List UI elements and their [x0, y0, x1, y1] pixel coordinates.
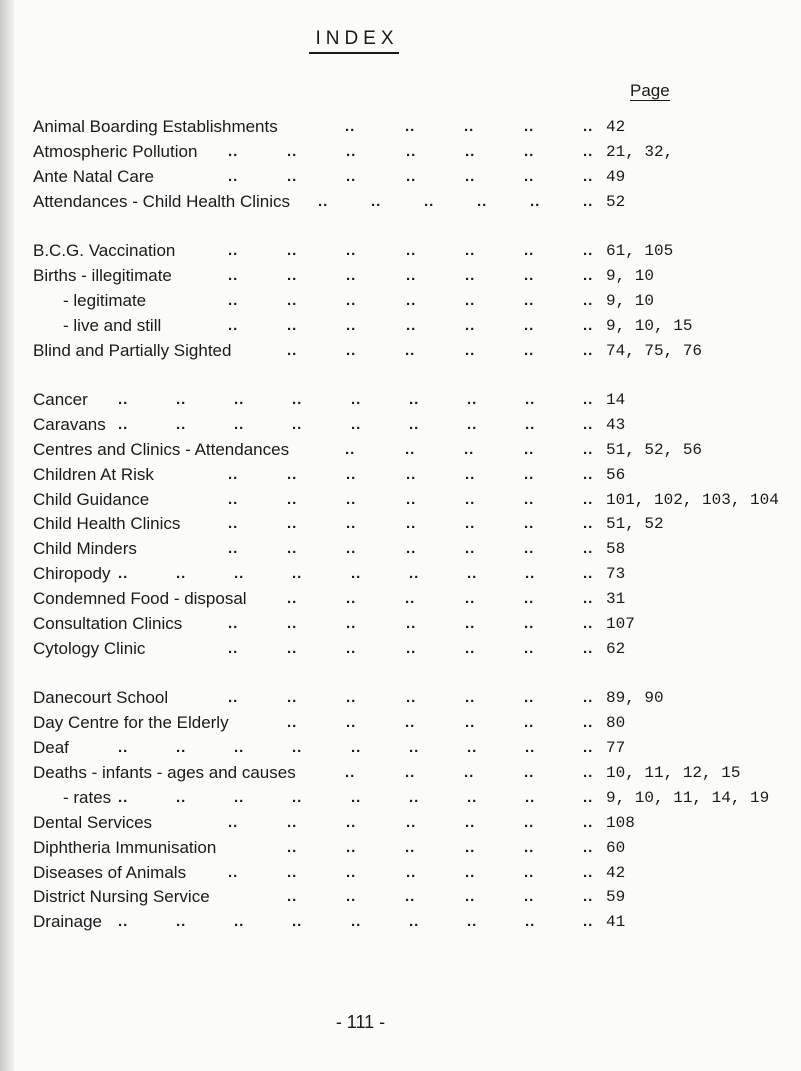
- page-column-label: Page: [630, 81, 670, 100]
- index-entry-term: Cytology Clinic: [33, 638, 146, 658]
- index-entry-term: - live and still: [63, 315, 162, 335]
- page-number-footer: - 111 -: [335, 1012, 386, 1032]
- index-entry-pages: 14: [606, 391, 626, 410]
- index-entry-pages: 9, 10, 15: [606, 316, 693, 335]
- index-entry-term: Children At Risk: [33, 464, 154, 484]
- index-entry-term: Ante Natal Care: [33, 166, 154, 186]
- index-entry-term: B.C.G. Vaccination: [33, 241, 176, 261]
- index-entry: District Nursing Service .. .. .. .. .. .. 59: [0, 885, 801, 910]
- index-entry: Chiropody .. .. .. .. .. .. .. .. .. 73: [0, 562, 801, 587]
- index-entry-pages: 62: [606, 639, 626, 658]
- index-entry-term: Drainage: [33, 912, 102, 932]
- index-entry-pages: 51, 52: [606, 515, 664, 534]
- index-entry-term: District Nursing Service: [33, 887, 210, 907]
- index-entry: Atmospheric Pollution .. .. .. .. .. .. .. 21, 32,: [0, 140, 801, 165]
- index-entry: Child Minders .. .. .. .. .. .. .. 58: [0, 537, 801, 562]
- index-entry-pages: 58: [606, 540, 626, 559]
- index-entry-pages: 73: [606, 565, 626, 584]
- index-entry-pages: 108: [606, 813, 635, 832]
- index-entry: Ante Natal Care .. .. .. .. .. .. .. 49: [0, 165, 801, 190]
- index-entry-term: Chiropody: [33, 564, 111, 584]
- index-entry: Blind and Partially Sighted .. .. .. .. .. .. 74, 75, 76: [0, 339, 801, 364]
- index-entry-pages: 60: [606, 838, 626, 857]
- index-heading: [4, 28, 704, 54]
- index-entry-term: Diseases of Animals: [33, 862, 187, 882]
- index-entry-pages: 80: [606, 714, 626, 733]
- index-entry-pages: 52: [606, 192, 626, 211]
- index-entry: Danecourt School .. .. .. .. .. .. .. 89, 90: [0, 686, 801, 711]
- index-entry-term: - legitimate: [63, 290, 147, 310]
- index-entry-pages: 21, 32,: [606, 142, 674, 161]
- index-entry: Cytology Clinic .. .. .. .. .. .. .. 62: [0, 637, 801, 662]
- index-entry-pages: 59: [606, 888, 626, 907]
- index-entry-pages: 42: [606, 118, 626, 136]
- index-entry: Consultation Clinics .. .. .. .. .. .. .. 107: [0, 612, 801, 637]
- index-entry-pages: 9, 10: [606, 291, 655, 310]
- index-entry: Child Health Clinics .. .. .. .. .. .. .. 51, 52: [0, 512, 801, 537]
- index-entry-pages: 10, 11, 12, 15: [606, 763, 741, 782]
- index-entry-pages: 61, 105: [606, 242, 674, 261]
- index-entry-term: Animal Boarding Establishments: [33, 117, 278, 136]
- index-entry: B.C.G. Vaccination .. .. .. .. .. .. .. 61, 105: [0, 239, 801, 264]
- index-entry-pages: 77: [606, 739, 626, 758]
- index-entry-pages: 49: [606, 167, 626, 186]
- index-entry-term: Attendances - Child Health Clinics: [33, 191, 291, 211]
- index-entry: Children At Risk .. .. .. .. .. .. .. 56: [0, 463, 801, 488]
- index-entry: Centres and Clinics - Attendances .. .. .. .. .. 51, 52, 56: [0, 438, 801, 463]
- index-entry: Births - illegitimate .. .. .. .. .. .. .. 9, 10: [0, 264, 801, 289]
- index-entry: Dental Services .. .. .. .. .. .. .. 108: [0, 811, 801, 836]
- index-entry-term: Day Centre for the Elderly: [33, 713, 229, 733]
- index-entry-pages: 9, 10, 11, 14, 19: [606, 788, 770, 807]
- index-entries-list: [0, 115, 801, 935]
- index-entry: Condemned Food - disposal .. .. .. .. .. .. 31: [0, 587, 801, 612]
- index-entry: Drainage .. .. .. .. .. .. .. .. .. 41: [0, 910, 801, 935]
- index-entry: Attendances - Child Health Clinics .. .. .. .. .. .. 52: [0, 190, 801, 215]
- index-entry: Diseases of Animals .. .. .. .. .. .. .. 42: [0, 861, 801, 886]
- index-title: INDEX: [309, 28, 398, 54]
- index-entry-pages: 101, 102, 103, 104: [606, 490, 779, 509]
- index-entry-pages: 89, 90: [606, 689, 664, 708]
- index-entry: Deaths - infants - ages and causes .. .. .. .. .. 10, 11, 12, 15: [0, 761, 801, 786]
- index-entry-pages: 43: [606, 415, 626, 434]
- index-entry-term: Blind and Partially Sighted: [33, 340, 232, 360]
- index-entry: - rates .. .. .. .. .. .. .. .. .. 9, 10, 11, 14, 19: [0, 786, 801, 811]
- index-entry: Animal Boarding Establishments .. .. .. .. .. 42: [0, 115, 801, 140]
- index-entry-term: - rates: [63, 787, 112, 807]
- index-entry-pages: 51, 52, 56: [606, 440, 703, 459]
- index-entry-pages: 107: [606, 615, 635, 634]
- index-entry: - live and still .. .. .. .. .. .. .. 9, 10, 15: [0, 314, 801, 339]
- index-entry: Day Centre for the Elderly .. .. .. .. .. .. 80: [0, 711, 801, 736]
- index-entry-term: Child Minders: [33, 539, 137, 559]
- index-entry-term: Consultation Clinics: [33, 614, 183, 634]
- index-entry-term: Deaf: [33, 738, 69, 758]
- index-entry: Child Guidance .. .. .. .. .. .. .. 101, 102, 103, 104: [0, 488, 801, 513]
- index-entry-pages: 42: [606, 863, 626, 882]
- index-entry: Caravans .. .. .. .. .. .. .. .. .. 43: [0, 413, 801, 438]
- index-entry-term: Condemned Food - disposal: [33, 589, 247, 609]
- index-entry-term: Cancer: [33, 390, 88, 410]
- index-entry-term: Atmospheric Pollution: [33, 141, 198, 161]
- index-entry: - legitimate .. .. .. .. .. .. .. 9, 10: [0, 289, 801, 314]
- index-entry-pages: 74, 75, 76: [606, 341, 703, 360]
- index-entry-pages: 31: [606, 590, 626, 609]
- index-entry-term: Centres and Clinics - Attendances: [33, 439, 290, 459]
- index-entry-term: Births - illegitimate: [33, 265, 172, 285]
- index-entry: Cancer .. .. .. .. .. .. .. .. .. 14: [0, 388, 801, 413]
- index-entry: Diphtheria Immunisation .. .. .. .. .. .. 60: [0, 836, 801, 861]
- index-entry-pages: 56: [606, 465, 626, 484]
- index-entry-pages: 41: [606, 913, 626, 932]
- index-entry-term: Caravans: [33, 414, 106, 434]
- index-entry-term: Danecourt School: [33, 688, 169, 708]
- index-entry-term: Child Guidance: [33, 489, 150, 509]
- index-entry: Deaf .. .. .. .. .. .. .. .. .. 77: [0, 736, 801, 761]
- index-entry-term: Child Health Clinics: [33, 514, 181, 534]
- index-entry-term: Dental Services: [33, 812, 153, 832]
- index-entry-term: Diphtheria Immunisation: [33, 837, 217, 857]
- index-entry-pages: 9, 10: [606, 266, 655, 285]
- index-entry-term: Deaths - infants - ages and causes: [33, 762, 296, 782]
